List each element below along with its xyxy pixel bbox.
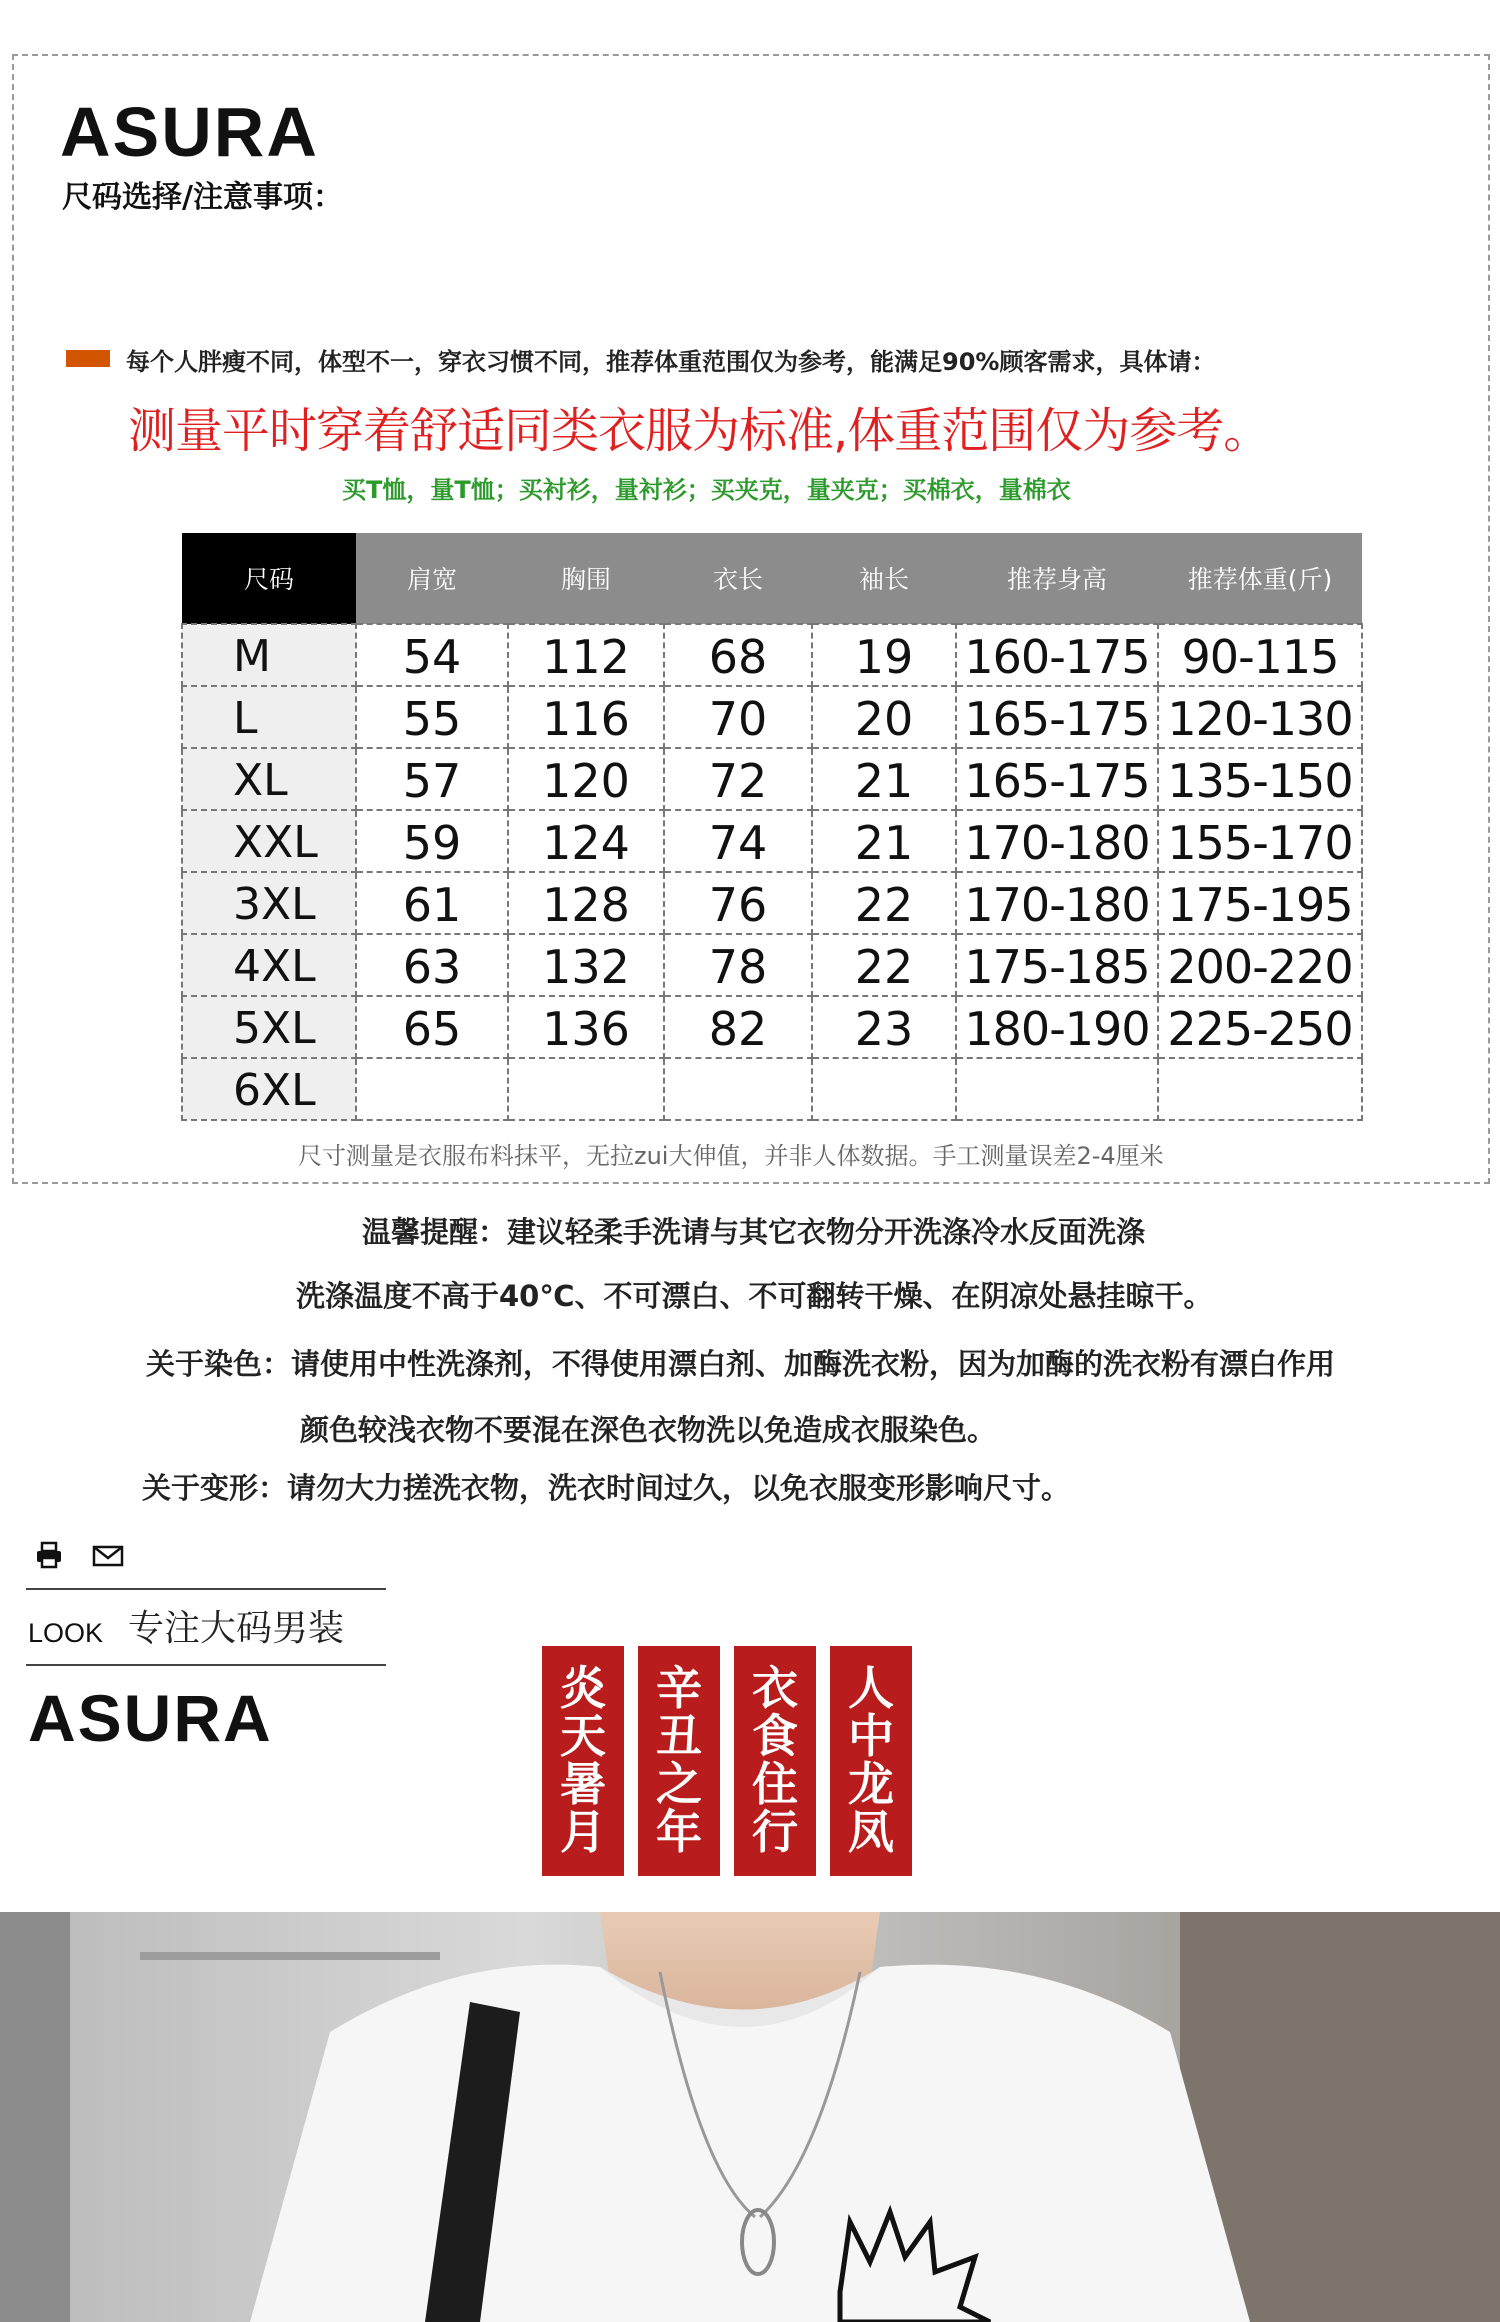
print-icon[interactable] [34,1540,64,1570]
table-cell [508,1058,664,1120]
size-table [181,533,1363,1121]
header-shoulder: 肩宽 [356,533,508,624]
seal-char: 丑 [656,1709,702,1763]
seal-stamp [542,1646,624,1876]
table-cell: 23 [812,996,956,1058]
table-cell: 120 [508,748,664,810]
table-cell: 57 [356,748,508,810]
table-cell: 22 [812,872,956,934]
divider [26,1588,386,1590]
table-cell: 68 [664,624,812,686]
brand-logo: ASURA [60,93,319,171]
table-cell: 54 [356,624,508,686]
seal-stamp [638,1646,720,1876]
header-chest: 胸围 [508,533,664,624]
table-cell: 112 [508,624,664,686]
table-row [182,872,1362,934]
table-cell: 21 [812,810,956,872]
header-height: 推荐身高 [956,533,1158,624]
table-cell: 61 [356,872,508,934]
table-cell: 132 [508,934,664,996]
table-cell [956,1058,1158,1120]
table-cell: 135-150 [1158,748,1362,810]
seal-stamp [830,1646,912,1876]
table-cell: 20 [812,686,956,748]
table-cell: 165-175 [956,686,1158,748]
table-row [182,996,1362,1058]
table-cell: 175-195 [1158,872,1362,934]
table-cell: 21 [812,748,956,810]
table-cell [1158,1058,1362,1120]
table-cell: 55 [356,686,508,748]
seal-char: 食 [752,1709,798,1763]
header-sleeve: 袖长 [812,533,956,624]
look-label: LOOK [28,1618,104,1648]
highlight-text: 测量平时穿着舒适同类衣服为标准,体重范围仅为参考。 [128,403,1271,459]
table-cell: 19 [812,624,956,686]
table-cell: 128 [508,872,664,934]
seal-char: 天 [560,1709,606,1763]
table-cell: 165-175 [956,748,1158,810]
table-cell: 160-175 [956,624,1158,686]
measure-tip: 买T恤，量T恤；买衬衫，量衬衫；买夹克，量夹克；买棉衣，量棉衣 [342,476,1071,504]
table-cell: 155-170 [1158,810,1362,872]
table-cell: 78 [664,934,812,996]
seal-char: 凤 [848,1805,894,1859]
table-cell: 63 [356,934,508,996]
divider [26,1664,386,1666]
table-cell: 70 [664,686,812,748]
table-cell: 76 [664,872,812,934]
seal-stamp [734,1646,816,1876]
table-cell: 136 [508,996,664,1058]
table-cell: 120-130 [1158,686,1362,748]
table-cell: 82 [664,996,812,1058]
seal-char: 住 [752,1757,798,1811]
model-photo [0,1912,1500,2322]
table-row [182,748,1362,810]
accent-bar [66,350,110,367]
header-weight: 推荐体重(斤) [1158,533,1362,624]
size-cell: 6XL [182,1058,356,1120]
table-cell [356,1058,508,1120]
table-cell: 124 [508,810,664,872]
intro-text: 每个人胖瘦不同，体型不一，穿衣习惯不同，推荐体重范围仅为参考，能满足90%顾客需求，具体请： [126,348,1216,376]
size-table-header [182,533,1362,624]
care-dye-note: 颜色较浅衣物不要混在深色衣物洗以免造成衣服染色。 [300,1413,997,1447]
table-cell: 72 [664,748,812,810]
seal-char: 人 [848,1661,894,1715]
seal-char: 年 [656,1805,702,1859]
size-cell: 3XL [182,872,356,934]
seal-char: 衣 [752,1661,798,1715]
header-size: 尺码 [182,533,356,624]
table-row [182,686,1362,748]
care-deform: 关于变形：请勿大力搓洗衣物，洗衣时间过久，以免衣服变形影响尺寸。 [142,1471,1071,1505]
seal-char: 辛 [656,1661,702,1715]
seal-char: 暑 [560,1757,606,1811]
table-cell: 22 [812,934,956,996]
measure-note: 尺寸测量是衣服布料抹平，无拉zui大伸值，并非人体数据。手工测量误差2-4厘米 [298,1142,1164,1170]
seal-char: 龙 [848,1757,894,1811]
seal-char: 之 [656,1757,702,1811]
table-cell: 200-220 [1158,934,1362,996]
care-temperature: 洗涤温度不高于40℃、不可漂白、不可翻转干燥、在阴凉处悬挂晾干。 [296,1279,1213,1313]
care-reminder: 温馨提醒：建议轻柔手洗请与其它衣物分开洗涤冷水反面洗涤 [362,1215,1146,1249]
size-cell: M [182,624,356,686]
table-row [182,1058,1362,1120]
table-cell [812,1058,956,1120]
table-cell: 74 [664,810,812,872]
size-cell: L [182,686,356,748]
table-cell: 65 [356,996,508,1058]
size-cell: XL [182,748,356,810]
seal-char: 行 [752,1805,798,1859]
table-cell: 170-180 [956,810,1158,872]
table-cell: 175-185 [956,934,1158,996]
table-cell: 116 [508,686,664,748]
mail-icon[interactable] [92,1544,124,1568]
table-cell: 170-180 [956,872,1158,934]
table-row [182,624,1362,686]
size-cell: 4XL [182,934,356,996]
table-cell: 180-190 [956,996,1158,1058]
seal-char: 月 [560,1805,606,1859]
header-length: 衣长 [664,533,812,624]
table-cell: 59 [356,810,508,872]
guide-subtitle: 尺码选择/注意事项： [62,180,343,215]
seal-char: 炎 [560,1661,606,1715]
brand-slogan: 专注大码男装 [128,1608,345,1649]
size-cell: 5XL [182,996,356,1058]
seal-char: 中 [848,1709,894,1763]
table-row [182,934,1362,996]
size-cell: XXL [182,810,356,872]
table-row [182,810,1362,872]
care-dye: 关于染色：请使用中性洗涤剂，不得使用漂白剂、加酶洗衣粉，因为加酶的洗衣粉有漂白作用 [146,1347,1336,1381]
table-cell: 225-250 [1158,996,1362,1058]
brand-logo-bottom: ASURA [28,1681,273,1755]
table-cell [664,1058,812,1120]
table-cell: 90-115 [1158,624,1362,686]
